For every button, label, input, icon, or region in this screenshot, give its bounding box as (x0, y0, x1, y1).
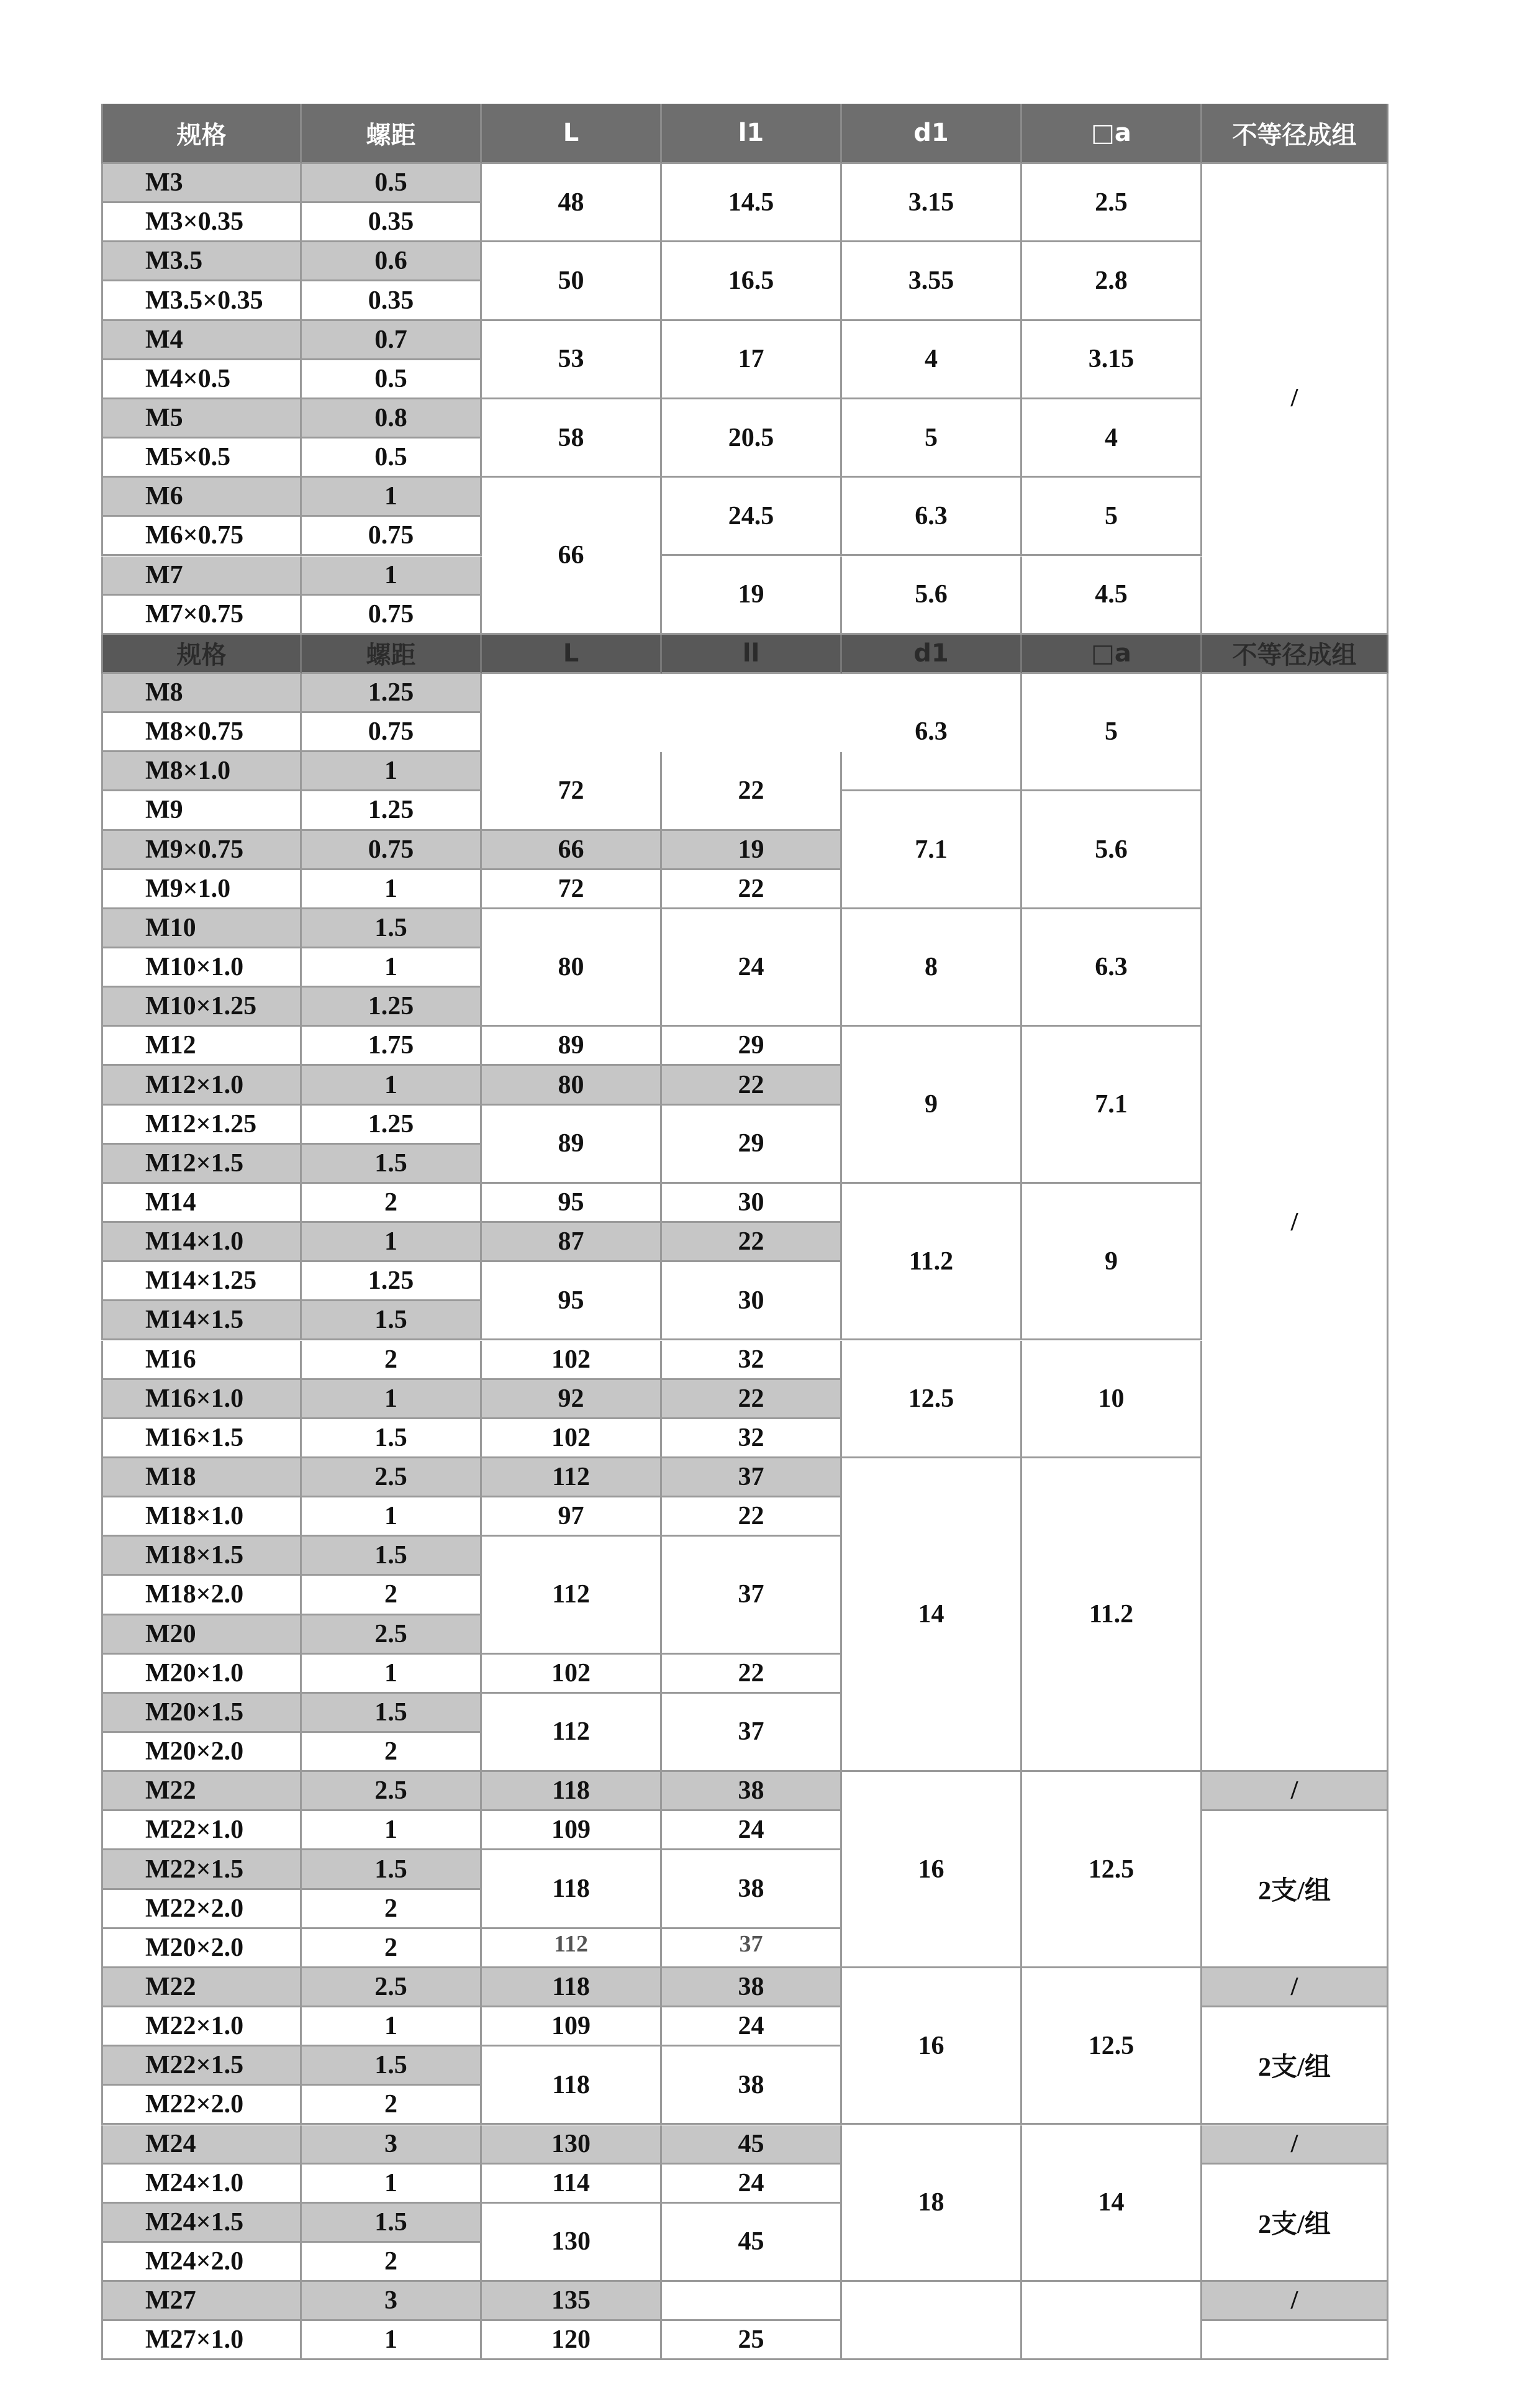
pitch-cell: 1 (302, 752, 482, 791)
pitch-cell: 1 (302, 2165, 482, 2204)
length-l-cell: 66 (482, 478, 662, 635)
length-l1-cell: 37 (662, 1929, 842, 1968)
spec-cell: M22 (101, 1772, 302, 1811)
square-a-cell: 9 (1022, 1184, 1202, 1341)
square-a-cell: 11.2 (1022, 1458, 1202, 1772)
diameter-d1-cell: 5.6 (842, 556, 1022, 635)
square-a-cell: 5.6 (1022, 791, 1202, 909)
diameter-d1-cell: 14 (842, 1458, 1022, 1772)
pitch-cell: 3 (302, 2125, 482, 2165)
spec-cell: M20×2.0 (101, 1733, 302, 1772)
spec-cell: M24×2.0 (101, 2243, 302, 2282)
pitch-cell: 2.5 (302, 1458, 482, 1497)
length-l1-cell: 24.5 (662, 478, 842, 556)
square-a-cell: 12.5 (1022, 1968, 1202, 2125)
length-l1-cell: 29 (662, 1027, 842, 1066)
length-l-cell: 72 (482, 752, 662, 830)
length-l1-cell: 38 (662, 1968, 842, 2007)
spec-cell: M7 (101, 556, 302, 596)
spec-cell: M10 (101, 909, 302, 948)
pitch-cell: 1 (302, 1655, 482, 1694)
spec-cell: M16 (101, 1341, 302, 1380)
length-l1-cell: 38 (662, 1850, 842, 1928)
length-l-cell: 118 (482, 1850, 662, 1928)
length-l-cell: 120 (482, 2321, 662, 2360)
spec-cell: M10×1.0 (101, 948, 302, 988)
spec-cell: M8 (101, 674, 302, 713)
header-cell-length-l: L (482, 635, 662, 674)
diameter-d1-cell: 12.5 (842, 1341, 1022, 1458)
length-l1-cell: 30 (662, 1262, 842, 1340)
length-l1-cell: 37 (662, 1458, 842, 1497)
square-a-cell: 7.1 (1022, 1027, 1202, 1184)
pitch-cell: 0.35 (302, 203, 482, 242)
diameter-d1-cell: 16 (842, 1968, 1022, 2125)
length-l-cell: 53 (482, 321, 662, 399)
square-a-cell: 3.15 (1022, 321, 1202, 399)
spec-cell: M18 (101, 1458, 302, 1497)
spec-cell: M20×1.0 (101, 1655, 302, 1694)
pitch-cell: 2 (302, 1184, 482, 1223)
group-cell: / (1202, 164, 1388, 635)
square-a-cell: 10 (1022, 1341, 1202, 1458)
diameter-d1-cell: 16 (842, 1772, 1022, 1968)
length-l1-cell: 38 (662, 1772, 842, 1811)
length-l1-cell: 37 (662, 1537, 842, 1654)
spec-cell: M18×1.5 (101, 1537, 302, 1576)
length-l1-cell: 22 (662, 1655, 842, 1694)
pitch-cell: 0.7 (302, 321, 482, 360)
spec-cell: M22 (101, 1968, 302, 2007)
pitch-cell: 2 (302, 2243, 482, 2282)
spec-cell: M20×1.5 (101, 1694, 302, 1733)
spec-cell: M24×1.5 (101, 2204, 302, 2243)
length-l-cell: 97 (482, 1497, 662, 1537)
length-l1-cell: 24 (662, 2165, 842, 2204)
pitch-cell: 1 (302, 1223, 482, 1262)
square-a-cell (1022, 2282, 1202, 2360)
pitch-cell: 1 (302, 2321, 482, 2360)
group-cell: / (1202, 2125, 1388, 2165)
length-l-cell: 112 (482, 1537, 662, 1654)
spec-cell: M3.5 (101, 242, 302, 281)
spec-cell: M18×2.0 (101, 1576, 302, 1615)
diameter-d1-cell: 7.1 (842, 791, 1022, 909)
spec-cell: M24 (101, 2125, 302, 2165)
length-l-cell: 92 (482, 1380, 662, 1419)
spec-cell: M18×1.0 (101, 1497, 302, 1537)
spec-cell: M22×1.5 (101, 2047, 302, 2086)
spec-cell: M12 (101, 1027, 302, 1066)
pitch-cell: 1 (302, 478, 482, 517)
pitch-cell: 1 (302, 948, 482, 988)
length-l1-cell: 22 (662, 1066, 842, 1105)
length-l-cell: 130 (482, 2204, 662, 2282)
pitch-cell: 0.8 (302, 399, 482, 438)
spec-cell: M5 (101, 399, 302, 438)
spec-cell: M27 (101, 2282, 302, 2321)
header-cell-group: 不等径成组 (1202, 635, 1388, 674)
pitch-cell: 0.5 (302, 164, 482, 203)
spec-cell: M3×0.35 (101, 203, 302, 242)
pitch-cell: 1.25 (302, 1262, 482, 1301)
group-cell: 2支/组 (1202, 2165, 1388, 2282)
length-l1-cell (662, 2282, 842, 2321)
group-cell: / (1202, 674, 1388, 1772)
pitch-cell: 1.5 (302, 1537, 482, 1576)
spec-cell: M8×0.75 (101, 713, 302, 752)
length-l-cell: 87 (482, 1223, 662, 1262)
pitch-cell: 0.5 (302, 438, 482, 478)
diameter-d1-cell: 6.3 (842, 674, 1022, 791)
length-l1-cell: 22 (662, 752, 842, 830)
header-cell-pitch: 螺距 (302, 104, 482, 164)
pitch-cell: 1 (302, 1066, 482, 1105)
length-l1-cell: 38 (662, 2047, 842, 2125)
pitch-cell: 1 (302, 2007, 482, 2047)
spec-cell: M9×0.75 (101, 831, 302, 870)
header-cell-length-l1: ll (662, 635, 842, 674)
spec-cell: M12×1.0 (101, 1066, 302, 1105)
pitch-cell: 2 (302, 1576, 482, 1615)
square-a-cell: 12.5 (1022, 1772, 1202, 1968)
pitch-cell: 1.5 (302, 1145, 482, 1184)
pitch-cell: 1.25 (302, 791, 482, 830)
diameter-d1-cell: 18 (842, 2125, 1022, 2283)
length-l1-cell: 24 (662, 2007, 842, 2047)
pitch-cell: 2 (302, 1341, 482, 1380)
spec-cell: M22×2.0 (101, 1890, 302, 1929)
spec-cell: M14×1.5 (101, 1301, 302, 1340)
pitch-cell: 1.5 (302, 909, 482, 948)
spec-cell: M5×0.5 (101, 438, 302, 478)
length-l-cell: 95 (482, 1184, 662, 1223)
pitch-cell: 1.5 (302, 2204, 482, 2243)
length-l-cell: 112 (482, 1694, 662, 1772)
spec-cell: M14 (101, 1184, 302, 1223)
header-cell-diameter-d1: d1 (842, 635, 1022, 674)
spec-cell: M7×0.75 (101, 596, 302, 635)
length-l-cell: 50 (482, 242, 662, 320)
spec-cell: M10×1.25 (101, 988, 302, 1027)
length-l1-cell: 22 (662, 1380, 842, 1419)
pitch-cell: 2.5 (302, 1615, 482, 1655)
length-l-cell: 109 (482, 1811, 662, 1850)
length-l1-cell: 45 (662, 2204, 842, 2282)
diameter-d1-cell: 5 (842, 399, 1022, 478)
length-l-cell: 95 (482, 1262, 662, 1340)
length-l-cell: 118 (482, 1772, 662, 1811)
spec-cell: M27×1.0 (101, 2321, 302, 2360)
pitch-cell: 2 (302, 1929, 482, 1968)
square-a-cell: 4.5 (1022, 556, 1202, 635)
diameter-d1-cell (842, 2282, 1022, 2360)
pitch-cell: 1 (302, 1497, 482, 1537)
spec-cell: M9 (101, 791, 302, 830)
diameter-d1-cell: 3.55 (842, 242, 1022, 320)
pitch-cell: 0.6 (302, 242, 482, 281)
pitch-cell: 1.25 (302, 988, 482, 1027)
length-l-cell: 102 (482, 1341, 662, 1380)
group-cell: 2支/组 (1202, 1811, 1388, 1968)
square-a-cell: 4 (1022, 399, 1202, 478)
length-l-cell: 112 (482, 1458, 662, 1497)
length-l1-cell: 20.5 (662, 399, 842, 478)
pitch-cell: 1.75 (302, 1027, 482, 1066)
spec-cell: M9×1.0 (101, 870, 302, 909)
spec-cell: M3 (101, 164, 302, 203)
header-cell-spec: 规格 (101, 104, 302, 164)
header-cell-diameter-d1: d1 (842, 104, 1022, 164)
pitch-cell: 0.75 (302, 517, 482, 556)
length-l1-cell: 22 (662, 870, 842, 909)
group-cell: 2支/组 (1202, 2007, 1388, 2125)
spec-cell: M16×1.5 (101, 1419, 302, 1458)
spec-cell: M12×1.25 (101, 1106, 302, 1145)
length-l1-cell: 19 (662, 831, 842, 870)
length-l-cell: 48 (482, 164, 662, 242)
length-l1-cell: 29 (662, 1106, 842, 1184)
header-cell-length-l1: l1 (662, 104, 842, 164)
diameter-d1-cell: 3.15 (842, 164, 1022, 242)
spec-cell: M14×1.25 (101, 1262, 302, 1301)
pitch-cell: 1.25 (302, 1106, 482, 1145)
spec-cell: M16×1.0 (101, 1380, 302, 1419)
pitch-cell: 1.5 (302, 2047, 482, 2086)
group-cell: / (1202, 1968, 1388, 2007)
length-l1-cell: 22 (662, 1223, 842, 1262)
length-l-cell: 114 (482, 2165, 662, 2204)
pitch-cell: 3 (302, 2282, 482, 2321)
pitch-cell: 1.5 (302, 1694, 482, 1733)
diameter-d1-cell: 8 (842, 909, 1022, 1027)
square-a-cell: 5 (1022, 674, 1202, 791)
pitch-cell: 1.5 (302, 1850, 482, 1889)
pitch-cell: 0.75 (302, 831, 482, 870)
spec-cell: M3.5×0.35 (101, 281, 302, 320)
length-l1-cell: 24 (662, 1811, 842, 1850)
pitch-cell: 2 (302, 2086, 482, 2125)
pitch-cell: 1.5 (302, 1301, 482, 1340)
pitch-cell: 0.35 (302, 281, 482, 320)
spec-cell: M8×1.0 (101, 752, 302, 791)
spec-cell: M4×0.5 (101, 360, 302, 399)
spec-cell: M20×2.0 (101, 1929, 302, 1968)
spec-cell: M22×1.0 (101, 2007, 302, 2047)
pitch-cell: 2.5 (302, 1772, 482, 1811)
diameter-d1-cell: 9 (842, 1027, 1022, 1184)
pitch-cell: 1.5 (302, 1419, 482, 1458)
spec-cell: M12×1.5 (101, 1145, 302, 1184)
spec-cell: M6×0.75 (101, 517, 302, 556)
diameter-d1-cell: 4 (842, 321, 1022, 399)
length-l-cell: 112 (482, 1929, 662, 1968)
pitch-cell: 2.5 (302, 1968, 482, 2007)
spec-cell: M24×1.0 (101, 2165, 302, 2204)
length-l1-cell: 25 (662, 2321, 842, 2360)
length-l-cell: 80 (482, 909, 662, 1027)
pitch-cell: 2 (302, 1890, 482, 1929)
length-l1-cell: 14.5 (662, 164, 842, 242)
spec-cell: M14×1.0 (101, 1223, 302, 1262)
length-l1-cell: 30 (662, 1184, 842, 1223)
length-l1-cell: 32 (662, 1419, 842, 1458)
spec-cell: M22×2.0 (101, 2086, 302, 2125)
header-cell-length-l: L (482, 104, 662, 164)
pitch-cell: 1 (302, 556, 482, 596)
header-cell-square-a: □a (1022, 104, 1202, 164)
length-l1-cell: 37 (662, 1694, 842, 1772)
square-a-cell: 2.8 (1022, 242, 1202, 320)
header-cell-spec: 规格 (101, 635, 302, 674)
spec-cell: M22×1.5 (101, 1850, 302, 1889)
pitch-cell: 0.75 (302, 713, 482, 752)
spec-cell: M6 (101, 478, 302, 517)
spec-cell: M20 (101, 1615, 302, 1655)
length-l1-cell: 19 (662, 556, 842, 635)
length-l1-cell: 45 (662, 2125, 842, 2165)
pitch-cell: 0.5 (302, 360, 482, 399)
square-a-cell: 6.3 (1022, 909, 1202, 1027)
length-l1-cell: 17 (662, 321, 842, 399)
length-l-cell: 118 (482, 2047, 662, 2125)
length-l-cell: 66 (482, 831, 662, 870)
length-l-cell: 130 (482, 2125, 662, 2165)
group-cell: / (1202, 1772, 1388, 1811)
length-l-cell: 109 (482, 2007, 662, 2047)
header-cell-pitch: 螺距 (302, 635, 482, 674)
pitch-cell: 2 (302, 1733, 482, 1772)
pitch-cell: 1 (302, 1380, 482, 1419)
diameter-d1-cell: 6.3 (842, 478, 1022, 556)
group-cell: / (1202, 2282, 1388, 2321)
length-l-cell: 80 (482, 1066, 662, 1105)
square-a-cell: 2.5 (1022, 164, 1202, 242)
pitch-cell: 1.25 (302, 674, 482, 713)
spec-cell: M4 (101, 321, 302, 360)
header-cell-group: 不等径成组 (1202, 104, 1388, 164)
length-l-cell: 72 (482, 870, 662, 909)
length-l1-cell: 24 (662, 909, 842, 1027)
length-l-cell: 102 (482, 1655, 662, 1694)
length-l-cell: 89 (482, 1106, 662, 1184)
pitch-cell: 1 (302, 1811, 482, 1850)
length-l-cell: 89 (482, 1027, 662, 1066)
length-l1-cell: 22 (662, 1497, 842, 1537)
pitch-cell: 1 (302, 870, 482, 909)
length-l1-cell: 32 (662, 1341, 842, 1380)
length-l-cell: 135 (482, 2282, 662, 2321)
length-l1-cell: 16.5 (662, 242, 842, 320)
square-a-cell: 5 (1022, 478, 1202, 556)
spec-cell: M22×1.0 (101, 1811, 302, 1850)
header-cell-square-a: □a (1022, 635, 1202, 674)
pitch-cell: 0.75 (302, 596, 482, 635)
length-l-cell: 58 (482, 399, 662, 478)
length-l-cell: 102 (482, 1419, 662, 1458)
square-a-cell: 14 (1022, 2125, 1202, 2283)
group-cell (1202, 2321, 1388, 2360)
length-l-cell: 118 (482, 1968, 662, 2007)
diameter-d1-cell: 11.2 (842, 1184, 1022, 1341)
